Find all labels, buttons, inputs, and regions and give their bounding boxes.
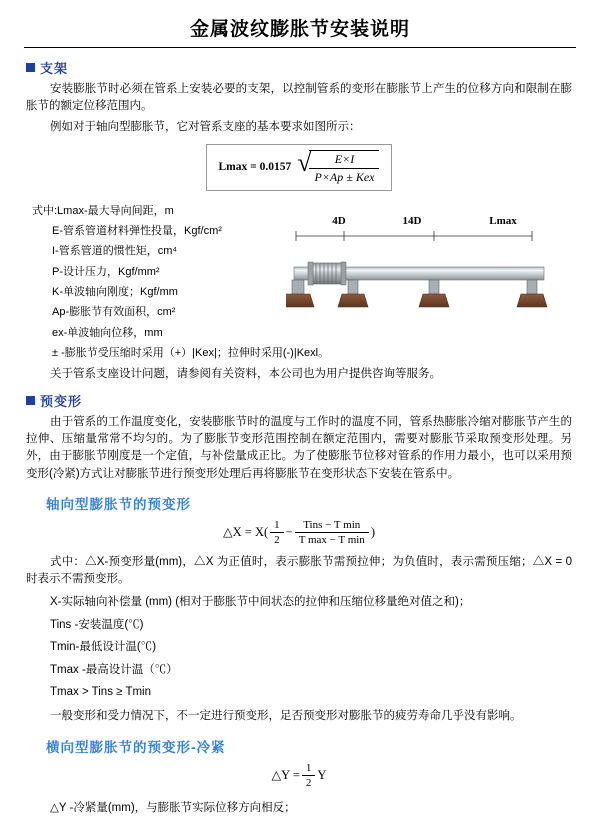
lateral-fraction-numerator: 1 xyxy=(302,762,316,776)
dimension-label-lmax: Lmax xyxy=(489,214,517,227)
pipe-support-diagram xyxy=(286,201,572,364)
sqrt-fraction-numerator: E×I xyxy=(309,152,379,169)
legend-item: Ap-膨胀节有效面积，cm² xyxy=(52,306,176,319)
square-bullet-icon xyxy=(26,63,35,72)
variable-item: Tins -安装温度(℃) xyxy=(50,618,144,631)
document-content xyxy=(0,58,600,819)
legend-item: 式中:Lmax-最大导向间距，m xyxy=(32,204,174,217)
lateral-fraction-denominator: 2 xyxy=(305,776,312,789)
variable-item: X-实际轴向补偿量 (mm) (相对于膨胀节中间状态的拉伸和压缩位移量绝对值之和)； xyxy=(50,596,471,609)
legend-item: E-管系管道材料弹性投量，Kgf/cm² xyxy=(52,225,222,238)
dimension-label-14d: 14D xyxy=(402,214,422,227)
sqrt-expression xyxy=(297,147,379,185)
section1-paragraph-3: 关于管系支座设计问题，请参阅有关资料，本公司也为用户提供咨询等服务。 xyxy=(50,367,441,380)
section-heading-predeformation-label: 预变形 xyxy=(40,393,83,409)
axial-equation-explanation: 式中：△X-预变形量(mm)，△X 为正值时，表示膨胀节需预拉伸；为负值时，表示需预压缩；△X = 0 时表示不需预变形。 xyxy=(26,555,572,585)
legend-item: ex-单波轴向位移，mm xyxy=(52,326,163,339)
lateral-equation-fraction xyxy=(302,762,316,789)
document-page xyxy=(0,14,600,814)
axial-variable-list xyxy=(26,591,572,703)
axial-half-denominator: 2 xyxy=(274,533,280,546)
square-bullet-icon xyxy=(26,396,35,405)
legend-and-diagram xyxy=(26,201,572,364)
lateral-variable-list xyxy=(26,797,572,819)
axial-note: 一般变形和受力情况下，不一定进行预变形，足否预变形对膨胀节的疲劳寿命几乎没有影响。 xyxy=(50,710,522,723)
variable-item: Tmax -最高设计温（℃） xyxy=(50,663,178,676)
sqrt-fraction xyxy=(309,150,379,185)
page-title: 金属波纹膨胀节安装说明 xyxy=(189,19,410,40)
section2-paragraph-1: 由于管系的工作温度变化，安装膨胀节时的温度与工作时的温度不同，管系热膨胀冷缩对膨胀节产生的拉伸、压缩量常常不均匀的。为了膨胀节变形范围控制在额定范围内，需要对膨胀节采取预变形处理。另外，由于膨胀节刚度是一个定值，与补偿量成正比。为了使膨胀节位移对管系的作用力最小，也可以采用预变形(冷紧)方式让对膨胀节进行预变形处理后再将膨胀节在变形状态下安装在管系中。 xyxy=(26,415,572,480)
legend-item: ± -膨胀节受压缩时采用（+）|Kex|；拉伸时采用(-)|Kexl。 xyxy=(52,347,330,360)
lateral-equation-lhs: △Y = xyxy=(271,768,300,783)
title-divider xyxy=(24,47,576,48)
section1-paragraph-1: 安装膨胀节时必须在管系上安装必要的支架，以控制管系的变形在膨胀节上产生的位移方向和限制在膨胀节的额定位移范围内。 xyxy=(26,83,572,113)
diagram-dimension-labels xyxy=(286,215,572,227)
axial-equation-temp-fraction xyxy=(295,519,369,546)
axial-half-numerator: 1 xyxy=(270,519,284,533)
legend-item: I-管系管道的惯性矩，cm⁴ xyxy=(52,245,178,258)
axial-equation-box xyxy=(223,519,375,546)
variable-item: △Y -冷紧量(mm)，与膨胀节实际位移方向相反； xyxy=(50,801,296,814)
axial-temp-numerator: Tins − T min xyxy=(295,519,369,533)
lateral-equation-rhs: Y xyxy=(317,767,327,782)
dimension-label-4d: 4D xyxy=(332,214,346,227)
lmax-formula xyxy=(26,144,572,191)
lateral-predeformation-equation xyxy=(26,762,572,789)
legend-item: P-设计压力，Kgf/mm² xyxy=(52,265,160,278)
variable-item: Tmax > Tins ≥ Tmin xyxy=(50,685,151,698)
lmax-formula-lhs: Lmax = 0.0157 xyxy=(218,161,292,174)
axial-equation-half-fraction xyxy=(270,519,284,546)
lmax-formula-box xyxy=(206,144,393,191)
variable-item: Tmin-最低设计温(℃) xyxy=(50,641,157,654)
legend-item: K-单波轴向刚度；Kgf/mm xyxy=(52,286,178,299)
lateral-equation-box xyxy=(272,762,327,789)
formula-legend xyxy=(26,201,330,364)
sqrt-icon: √ xyxy=(297,147,312,177)
section1-paragraph-2: 例如对于轴向型膨胀节，它对管系支座的基本要求如图所示： xyxy=(50,120,361,133)
sqrt-fraction-denominator: P×Ap ± Kex xyxy=(314,169,375,184)
pipe-diagram-svg xyxy=(286,229,558,321)
axial-temp-denominator: T max − T min xyxy=(298,533,365,546)
section-heading-predeformation xyxy=(26,391,572,410)
section-heading-brackets xyxy=(26,58,572,77)
subsection-heading-lateral: 横向型膨胀节的预变形-冷紧 xyxy=(46,739,226,755)
subsection-heading-axial: 轴向型膨胀节的预变形 xyxy=(46,496,191,512)
axial-equation-minus: − xyxy=(285,524,293,539)
axial-equation-lhs: △X = X( xyxy=(223,525,269,540)
section-heading-brackets-label: 支架 xyxy=(40,61,69,76)
axial-predeformation-equation xyxy=(26,519,572,546)
axial-equation-rhs: ) xyxy=(370,524,375,539)
